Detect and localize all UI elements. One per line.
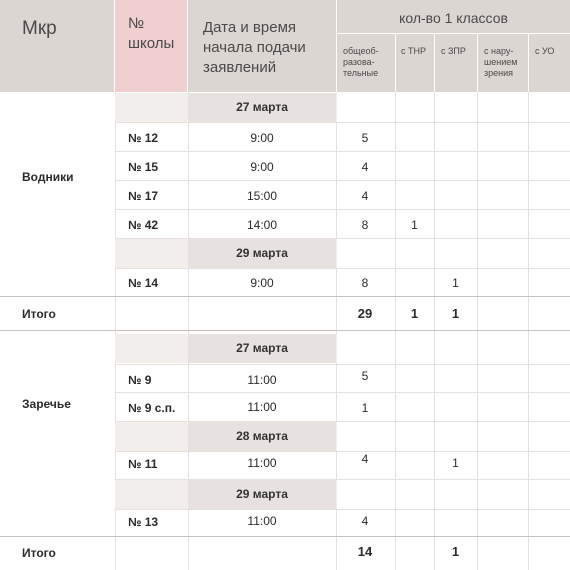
date-label: 29 марта <box>188 480 336 509</box>
time-cell: 11:00 <box>247 373 277 387</box>
school-cell: № 42 <box>128 218 159 232</box>
header-school: № школы <box>128 15 175 52</box>
header-count-cell <box>337 0 570 92</box>
general-cell: 4 <box>361 160 369 174</box>
tnr-cell: 1 <box>411 218 418 232</box>
header-count: кол-во 1 классов <box>399 10 508 26</box>
school-cell: № 12 <box>128 131 159 145</box>
sub-general: общеоб- разова- тельные <box>343 46 379 78</box>
total-label: Итого <box>22 307 56 321</box>
total-label: Итого <box>22 546 56 560</box>
total-zpr: 1 <box>451 306 460 321</box>
header-date-cell <box>188 0 337 92</box>
header-date: Дата и время начала подачи заявлений <box>203 19 306 76</box>
total-tnr: 1 <box>410 306 419 321</box>
general-cell: 4 <box>361 452 369 466</box>
school-cell: № 17 <box>128 189 159 203</box>
sub-vision: с нару- шением зрения <box>484 46 518 78</box>
total-zpr: 1 <box>451 544 460 559</box>
school-cell: № 13 <box>128 515 159 529</box>
date-label: 28 марта <box>188 422 336 451</box>
date-label: 27 марта <box>188 93 336 122</box>
general-cell: 1 <box>361 401 369 415</box>
zpr-cell: 1 <box>452 276 459 290</box>
zpr-cell: 1 <box>452 456 459 470</box>
sub-tnr: с ТНР <box>401 46 427 56</box>
general-cell: 4 <box>361 189 369 203</box>
school-cell: № 14 <box>128 276 159 290</box>
total-general: 29 <box>357 306 373 321</box>
total-general: 14 <box>357 544 373 559</box>
time-cell: 9:00 <box>250 276 274 290</box>
header-school-cell <box>115 0 188 92</box>
time-cell: 14:00 <box>246 218 278 232</box>
school-cell: № 9 <box>128 373 152 387</box>
time-cell: 11:00 <box>247 514 277 528</box>
time-cell: 11:00 <box>247 456 277 470</box>
sub-uo: с УО <box>535 46 555 56</box>
school-cell: № 9 с.п. <box>128 401 176 415</box>
school-cell: № 15 <box>128 160 159 174</box>
time-cell: 15:00 <box>246 189 278 203</box>
school-cell: № 11 <box>128 457 158 471</box>
time-cell: 9:00 <box>250 131 274 145</box>
header-mkr-cell <box>0 0 115 92</box>
district-label: Заречье <box>22 397 71 411</box>
general-cell: 5 <box>361 131 369 145</box>
date-label: 29 марта <box>188 239 336 268</box>
sub-zpr: с ЗПР <box>441 46 466 56</box>
district-label: Водники <box>22 170 74 184</box>
header-mkr: Мкр <box>22 18 57 39</box>
time-cell: 9:00 <box>250 160 274 174</box>
time-cell: 11:00 <box>247 400 277 414</box>
general-cell: 8 <box>361 276 369 290</box>
date-label: 27 марта <box>188 334 336 363</box>
general-cell: 4 <box>361 514 369 528</box>
general-cell: 8 <box>361 218 369 232</box>
general-cell: 5 <box>361 369 369 383</box>
